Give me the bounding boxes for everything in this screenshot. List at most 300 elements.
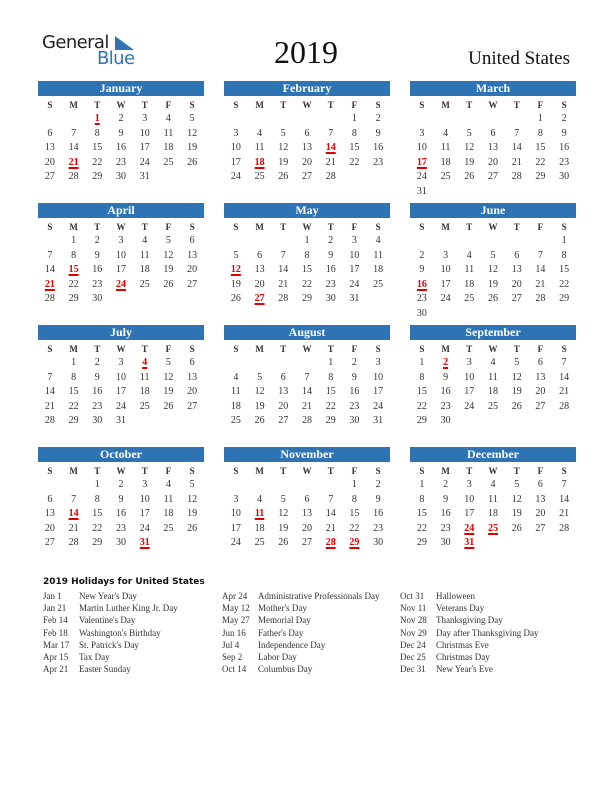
holiday-date: 24 [464,522,475,534]
date-cell: 19 [187,508,198,520]
holiday-date: 1 [94,113,100,124]
date-cell: 16 [115,508,126,520]
date-cell: 13 [254,264,265,276]
date-cell: 13 [301,508,312,520]
date-cell: 21 [325,156,336,168]
date-cell: 5 [466,127,472,139]
holiday-date: 14 [325,142,336,154]
date-cell: 28 [301,415,312,427]
holiday-date-label: Nov 11 [400,603,427,614]
date-cell: 9 [94,371,100,383]
holiday-date: 31 [464,537,475,549]
date-cell: 10 [230,142,241,154]
holiday-date: 21 [68,156,79,168]
weekday-label: F [165,100,172,110]
date-cell: 6 [257,249,263,261]
date-cell: 6 [47,127,53,139]
date-cell: 28 [68,537,79,549]
date-cell: 18 [163,508,174,520]
date-cell: 6 [537,479,543,490]
empty-cell [271,478,295,493]
date-cell: 4 [165,479,171,490]
date-cell: 14 [559,371,570,383]
date-cell: 5 [189,113,195,124]
empty-cell [248,112,272,127]
date-cell: 11 [163,127,174,139]
weekday-label: W [302,100,312,110]
month-header: October [38,447,204,462]
date-cell: 12 [163,249,174,261]
date-cell: 10 [440,264,451,276]
holiday-date: 27 [254,293,265,305]
holiday-entry [400,639,539,651]
date-cell: 7 [71,493,77,505]
date-cell: 20 [254,278,265,290]
date-cell: 12 [187,493,198,505]
date-cell: 8 [71,249,77,261]
weekday-label: S [47,466,53,476]
date-cell: 6 [490,127,496,139]
date-cell: 18 [139,264,150,276]
date-cell: 2 [443,479,449,490]
date-cell: 12 [278,508,289,520]
holiday-date: 15 [68,264,79,276]
weekday-label: F [351,466,358,476]
date-cell: 25 [230,415,241,427]
date-cell: 16 [325,264,336,276]
month-header: June [410,203,576,218]
month-june [410,203,576,322]
date-cell: 18 [487,386,498,398]
holiday-date-label: Dec 25 [400,651,426,662]
date-cell: 16 [92,386,103,398]
holiday-entry [222,639,379,651]
date-cell: 23 [559,156,570,168]
holiday-date: 29 [349,537,360,549]
empty-cell [38,478,62,493]
date-cell: 25 [487,400,498,412]
holiday-name: Columbus Day [258,664,313,675]
date-cell: 28 [44,293,55,305]
weekday-label: F [351,100,358,110]
weekday-label: M [441,222,450,232]
month-february [224,81,390,185]
date-cell: 4 [490,357,496,368]
empty-cell [295,478,319,493]
holiday-date: 18 [254,156,265,168]
weekday-label: T [327,466,334,476]
date-cell: 21 [535,278,546,290]
date-cell: 5 [165,357,171,368]
date-cell: 29 [325,415,336,427]
date-cell: 30 [92,293,103,305]
weekday-label: T [280,466,287,476]
date-cell: 8 [537,127,543,139]
date-cell: 20 [187,386,198,398]
holiday-date-label: Jun 16 [222,627,246,638]
date-cell: 20 [187,264,198,276]
date-cell: 24 [373,400,384,412]
date-cell: 7 [304,371,310,383]
date-cell: 15 [535,142,546,154]
date-cell: 13 [301,142,312,154]
date-cell: 16 [349,386,360,398]
date-cell: 10 [115,249,126,261]
holiday-entry [222,627,379,639]
holiday-name: Christmas Eve [436,639,489,650]
date-cell: 17 [464,386,475,398]
date-cell: 10 [230,508,241,520]
date-cell: 26 [163,278,174,290]
month-september [410,325,576,429]
month-october [38,447,204,551]
date-cell: 22 [416,400,427,412]
holiday-date-label: May 27 [222,615,250,626]
date-cell: 15 [92,508,103,520]
month-january [38,81,204,185]
date-cell: 8 [351,127,357,139]
empty-cell [295,112,319,127]
date-cell: 24 [230,171,241,183]
date-cell: 21 [559,508,570,520]
month-header: April [38,203,204,218]
date-cell: 24 [440,293,451,305]
date-cell: 8 [561,249,567,261]
month-december [410,447,576,551]
date-cell: 7 [537,249,543,261]
date-cell: 17 [139,142,150,154]
date-cell: 28 [559,400,570,412]
holiday-date-label: Jan 1 [43,591,62,601]
holiday-date-label: Dec 31 [400,664,426,675]
date-cell: 13 [511,264,522,276]
date-cell: 22 [559,278,570,290]
date-cell: 7 [71,127,77,139]
date-cell: 10 [115,371,126,383]
empty-cell [410,112,434,127]
date-cell: 31 [349,293,360,305]
holiday-name: Easter Sunday [79,664,131,675]
date-cell: 29 [92,537,103,549]
empty-cell [319,112,343,127]
date-cell: 29 [68,415,79,427]
date-cell: 23 [325,278,336,290]
weekday-label: F [165,466,172,476]
weekday-label: S [375,100,381,110]
date-cell: 29 [416,537,427,549]
date-cell: 28 [325,171,336,183]
holiday-date: 4 [142,357,148,368]
empty-cell [38,112,62,127]
date-cell: 26 [163,400,174,412]
holiday-entry [222,614,379,626]
holiday-name: Father's Day [258,627,304,638]
date-cell: 15 [416,386,427,398]
date-cell: 16 [440,386,451,398]
empty-cell [481,234,505,249]
date-cell: 25 [139,400,150,412]
date-cell: 8 [304,249,310,261]
weekday-label: W [488,344,498,354]
date-cell: 21 [511,156,522,168]
date-cell: 11 [488,371,498,383]
weekday-label: M [441,466,450,476]
month-header: August [224,325,390,340]
date-cell: 27 [301,171,312,183]
date-cell: 19 [254,400,265,412]
weekday-label: M [69,466,78,476]
weekday-label: S [375,222,381,232]
date-cell: 26 [187,522,198,534]
empty-cell [457,234,481,249]
date-cell: 30 [349,415,360,427]
weekday-label: T [141,100,148,110]
date-cell: 28 [68,171,79,183]
date-cell: 16 [559,142,570,154]
date-cell: 26 [254,415,265,427]
date-cell: 25 [254,171,265,183]
date-cell: 5 [514,479,520,490]
month-header: September [410,325,576,340]
date-cell: 26 [464,171,475,183]
holiday-date-label: Nov 28 [400,615,427,626]
date-cell: 3 [142,479,148,490]
date-cell: 6 [189,357,195,368]
empty-cell [529,234,553,249]
weekday-label: S [375,344,381,354]
date-cell: 9 [443,493,449,505]
date-cell: 1 [94,479,100,490]
holiday-entry [43,614,178,626]
holiday-date-label: Feb 14 [43,615,68,626]
date-cell: 28 [535,293,546,305]
date-cell: 3 [419,127,425,139]
month-march [410,81,576,200]
date-cell: 3 [375,357,381,368]
holiday-date: 31 [139,537,150,549]
date-cell: 28 [511,171,522,183]
holiday-entry [43,639,178,651]
weekday-label: S [47,222,53,232]
weekday-label: T [280,100,287,110]
date-cell: 15 [416,508,427,520]
holiday-date: 28 [325,537,336,549]
date-cell: 20 [511,278,522,290]
date-cell: 23 [349,400,360,412]
weekday-label: T [466,466,473,476]
date-cell: 27 [535,522,546,534]
weekday-label: T [466,100,473,110]
empty-cell [248,234,272,249]
date-cell: 30 [325,293,336,305]
date-cell: 10 [464,493,475,505]
date-cell: 14 [301,386,312,398]
date-cell: 19 [511,508,522,520]
date-cell: 10 [349,249,360,261]
date-cell: 24 [464,400,475,412]
empty-cell [224,234,248,249]
weekday-label: M [441,100,450,110]
date-cell: 26 [187,156,198,168]
date-cell: 21 [68,522,79,534]
weekday-label: M [255,222,264,232]
holiday-date: 21 [44,278,55,290]
date-cell: 20 [301,156,312,168]
holiday-entry [222,663,379,675]
date-cell: 13 [187,371,198,383]
calendar-year: 2019 [274,34,338,70]
holiday-entry [43,590,178,602]
date-cell: 22 [416,522,427,534]
date-cell: 17 [115,386,126,398]
date-cell: 20 [44,156,55,168]
holidays-title: 2019 Holidays for United States [43,577,205,587]
date-cell: 19 [487,278,498,290]
date-cell: 26 [511,400,522,412]
date-cell: 27 [301,537,312,549]
date-cell: 13 [278,386,289,398]
date-cell: 30 [373,537,384,549]
holiday-date-label: Apr 15 [43,651,69,662]
date-cell: 2 [328,235,334,246]
empty-cell [38,356,62,371]
date-cell: 8 [419,371,425,383]
date-cell: 18 [464,278,475,290]
date-cell: 23 [92,400,103,412]
empty-cell [62,112,86,127]
date-cell: 26 [487,293,498,305]
date-cell: 7 [514,127,520,139]
holiday-entry [43,602,178,614]
date-cell: 10 [416,142,427,154]
date-cell: 13 [535,371,546,383]
date-cell: 14 [44,264,55,276]
date-cell: 9 [443,371,449,383]
date-cell: 17 [230,156,241,168]
date-cell: 2 [561,113,567,124]
date-cell: 14 [325,508,336,520]
date-cell: 31 [115,415,126,427]
month-header: May [224,203,390,218]
weekday-label: W [116,344,126,354]
date-cell: 9 [351,371,357,383]
date-cell: 18 [440,156,451,168]
holiday-date-label: Jul 4 [222,639,240,650]
date-cell: 11 [139,249,150,261]
date-cell: 27 [44,171,55,183]
weekday-label: S [47,344,53,354]
empty-cell [505,112,529,127]
empty-cell [457,112,481,127]
date-cell: 7 [561,479,567,490]
date-cell: 25 [464,293,475,305]
weekday-label: F [537,344,544,354]
weekday-label: T [513,100,520,110]
date-cell: 11 [254,142,265,154]
date-cell: 25 [139,278,150,290]
date-cell: 30 [416,307,427,319]
date-cell: 2 [118,479,124,490]
empty-cell [224,478,248,493]
holiday-name: St. Patrick's Day [79,639,139,650]
date-cell: 5 [189,479,195,490]
date-cell: 1 [351,113,357,124]
date-cell: 5 [514,357,520,368]
month-august [224,325,390,429]
weekday-label: F [165,222,172,232]
date-cell: 3 [466,357,472,368]
date-cell: 1 [351,479,357,490]
date-cell: 29 [559,293,570,305]
empty-cell [224,112,248,127]
date-cell: 27 [187,400,198,412]
weekday-label: M [441,344,450,354]
date-cell: 1 [328,357,334,368]
date-cell: 13 [44,142,55,154]
holiday-date: 16 [416,278,427,290]
weekday-label: S [375,466,381,476]
date-cell: 2 [118,113,124,124]
weekday-label: T [466,222,473,232]
holiday-name: New Year's Eve [436,664,493,675]
date-cell: 7 [47,371,53,383]
holiday-entry [43,627,178,639]
weekday-label: T [327,100,334,110]
date-cell: 13 [487,142,498,154]
date-cell: 23 [373,156,384,168]
holiday-name: Washington's Birthday [79,627,161,638]
date-cell: 15 [325,386,336,398]
date-cell: 1 [561,235,567,246]
date-cell: 22 [68,400,79,412]
holiday-name: Independence Day [258,639,326,650]
empty-cell [271,234,295,249]
date-cell: 15 [349,142,360,154]
weekday-label: S [561,466,567,476]
weekday-label: W [488,222,498,232]
holiday-date-label: Dec 24 [400,639,426,650]
date-cell: 18 [254,522,265,534]
weekday-label: S [561,222,567,232]
date-cell: 10 [139,127,150,139]
date-cell: 25 [163,522,174,534]
weekday-label: W [302,222,312,232]
date-cell: 3 [142,113,148,124]
date-cell: 1 [537,113,543,124]
holiday-column [43,590,178,675]
empty-cell [434,234,458,249]
logo-text-general: General [42,32,109,53]
weekday-label: M [255,344,264,354]
date-cell: 4 [233,371,239,383]
date-cell: 7 [561,357,567,368]
date-cell: 22 [349,522,360,534]
weekday-label: W [488,100,498,110]
date-cell: 9 [561,127,567,139]
weekday-label: T [513,466,520,476]
date-cell: 1 [71,357,77,368]
date-cell: 22 [301,278,312,290]
weekday-label: T [141,466,148,476]
date-cell: 17 [440,278,451,290]
date-cell: 19 [230,278,241,290]
date-cell: 21 [301,400,312,412]
date-cell: 28 [559,522,570,534]
date-cell: 11 [373,249,383,261]
weekday-label: S [233,100,239,110]
date-cell: 8 [94,493,100,505]
date-cell: 9 [118,127,124,139]
